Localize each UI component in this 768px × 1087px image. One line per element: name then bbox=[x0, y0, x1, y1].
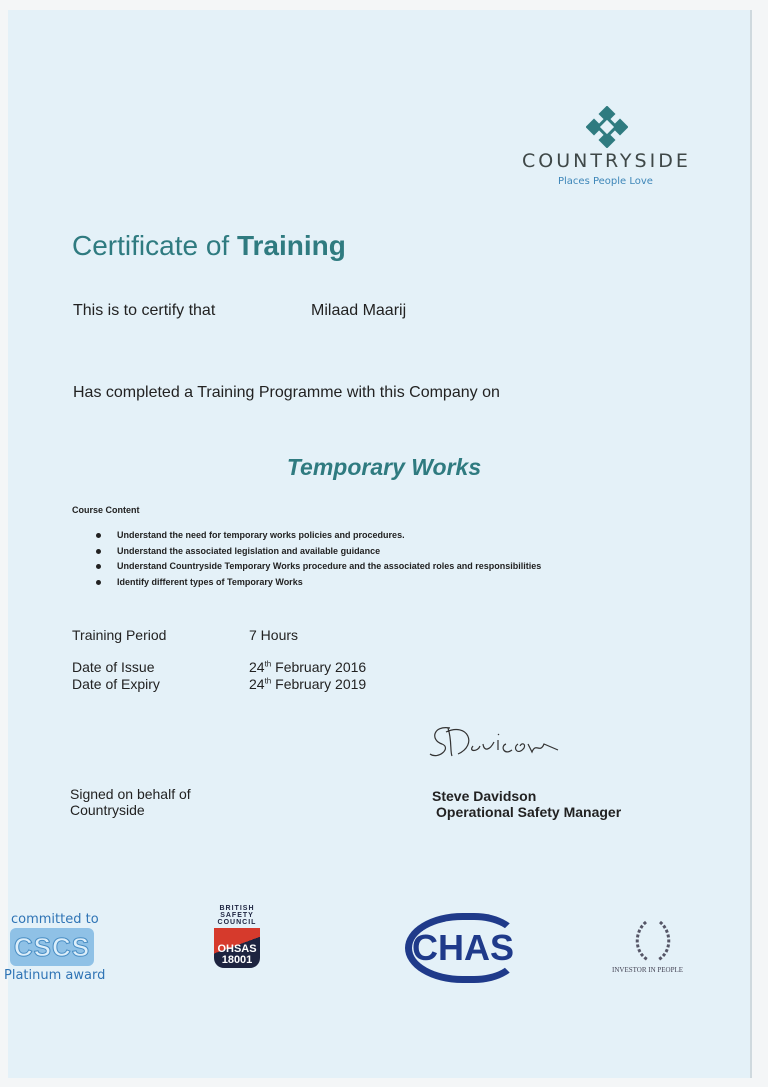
issue-date-label: Date of Issue bbox=[72, 659, 155, 675]
laurel-wreath-icon bbox=[632, 918, 674, 966]
chas-logo: CHAS bbox=[405, 913, 520, 983]
cscs-top-text: committed to bbox=[11, 912, 99, 927]
logo-tagline: Places People Love bbox=[558, 176, 653, 187]
signatory-name: Steve Davidson bbox=[432, 788, 537, 804]
signed-label: Signed on behalf of bbox=[70, 786, 191, 802]
list-item: Understand the need for temporary works policies and procedures. bbox=[95, 530, 541, 546]
logo-name: COUNTRYSIDE bbox=[522, 150, 691, 172]
list-item: Understand the associated legislation and available guidance bbox=[95, 546, 541, 562]
signatory-role: Operational Safety Manager bbox=[436, 804, 622, 820]
training-period-label: Training Period bbox=[72, 627, 167, 643]
course-content-label: Course Content bbox=[72, 505, 140, 515]
bsc-label: BRITISH SAFETY COUNCIL bbox=[217, 905, 257, 926]
recipient-name: Milaad Maarij bbox=[311, 302, 407, 319]
list-item: Identify different types of Temporary Works bbox=[95, 577, 541, 593]
iip-label: INVESTOR IN PEOPLE bbox=[612, 966, 684, 974]
cscs-bottom-text: Platinum award bbox=[4, 968, 106, 983]
signature bbox=[428, 720, 578, 765]
training-period-value: 7 Hours bbox=[249, 627, 299, 643]
expiry-date-label: Date of Expiry bbox=[72, 676, 160, 692]
expiry-date-value: 24th February 2019 bbox=[249, 676, 367, 692]
certify-label: This is to certify that bbox=[73, 302, 216, 319]
countryside-logo-icon bbox=[586, 106, 628, 148]
issue-date-value: 24th February 2016 bbox=[249, 659, 367, 675]
completed-text: Has completed a Training Programme with this Company on bbox=[73, 384, 500, 401]
cscs-logo: CSCS bbox=[10, 928, 94, 966]
course-content-list bbox=[95, 530, 541, 592]
signed-company: Countryside bbox=[70, 802, 145, 818]
page-title: Certificate of Training bbox=[72, 230, 346, 261]
course-title: Temporary Works bbox=[286, 454, 482, 480]
list-item: Understand Countryside Temporary Works procedure and the associated roles and responsibilities bbox=[95, 561, 541, 577]
ohsas-logo: OHSAS 18001 bbox=[214, 928, 260, 968]
